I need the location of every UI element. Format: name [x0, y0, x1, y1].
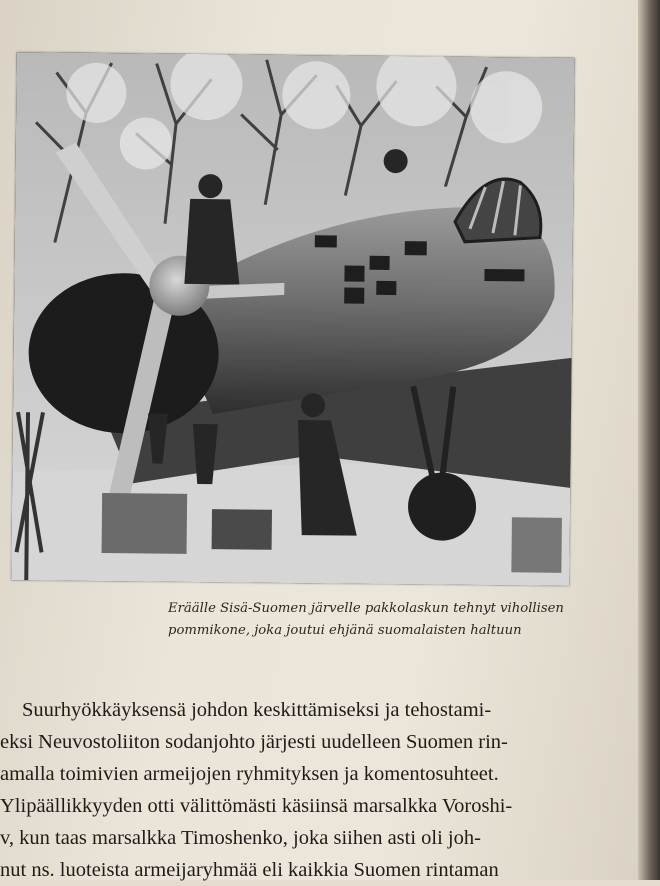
body-line-3: amalla toimivien armeijojen ryhmityksen ja komentosuhteet. [0, 763, 499, 785]
body-line-2: eksi Neuvostoliiton sodanjohto järjesti uudelleen Suomen rin- [0, 731, 508, 753]
caption-line-2: pommikone, joka joutui ehjänä suomalaisten haltuun [168, 623, 522, 638]
body-line-6: nut ns. luoteista armeijaryhmää eli kaikkia Suomen rintaman [0, 859, 499, 881]
photo-caption [168, 598, 588, 642]
body-paragraph [0, 694, 640, 886]
caption-line-1: Eräälle Sisä-Suomen järvelle pakkolaskun tehnyt vihollisen [168, 601, 564, 616]
body-line-4: Ylipäällikkyyden otti välittömästi käsiinsä marsalkka Voroshi- [0, 795, 513, 817]
body-line-1: Suurhyökkäyksensä johdon keskittämiseksi ja tehostami- [22, 699, 492, 721]
body-line-5: v, kun taas marsalkka Timoshenko, joka siihen asti oli joh- [0, 827, 481, 849]
bomber-photograph [11, 52, 574, 586]
page-edge-shadow [638, 0, 660, 880]
